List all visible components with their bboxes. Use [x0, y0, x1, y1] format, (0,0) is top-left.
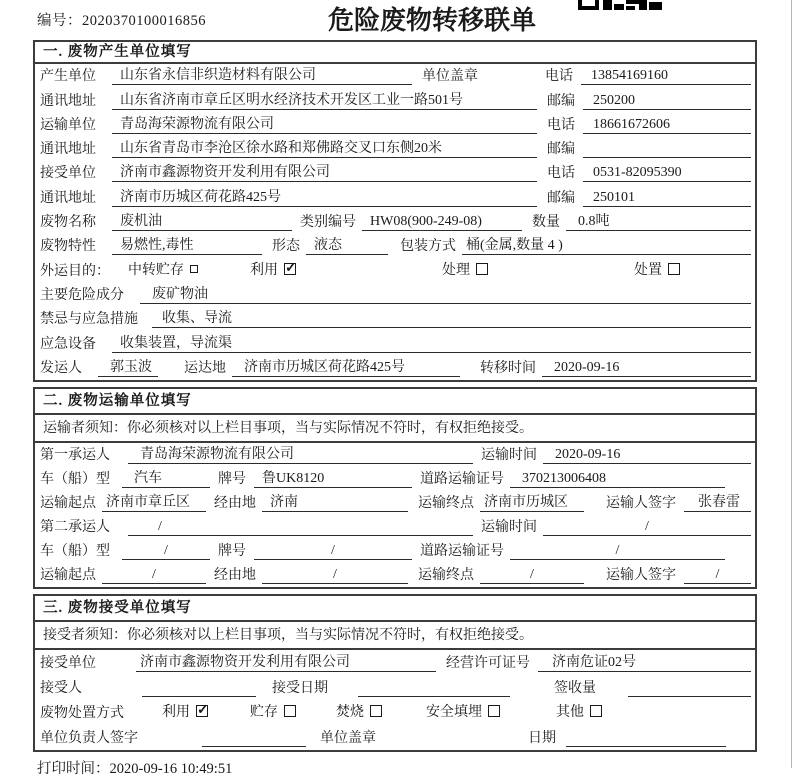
section-receiver [33, 594, 757, 752]
waste-property-label: 废物特性 [40, 239, 96, 255]
phone-label: 电话 [547, 117, 575, 133]
page-title: 危险废物转移联单 [328, 6, 537, 35]
row-producer-unit [35, 64, 755, 88]
taboo-measures-value: 收集、导流 [152, 310, 751, 328]
hazard-component-value: 废矿物油 [140, 286, 751, 304]
receiver-phone-value: 0531-82095390 [583, 164, 751, 182]
emergency-equipment-value: 收集装置，导流渠 [112, 335, 751, 353]
transfer-date-label: 转移时间 [480, 360, 536, 376]
second-origin-value: / [102, 566, 206, 584]
row-receiver-address [35, 185, 755, 209]
row-transport-unit [35, 113, 755, 137]
transport-phone-value: 18661672606 [583, 116, 751, 134]
chief-signature-label: 单位负责人签字 [40, 730, 138, 746]
row-taboo-measures [35, 307, 755, 331]
checkbox-dispose [668, 263, 680, 275]
serial-value: 2020370100016856 [82, 13, 206, 29]
disposal-option-store [250, 701, 296, 721]
destination-value: 济南市历城区荷花路425号 [232, 359, 460, 377]
row-disposal-method [35, 700, 755, 725]
form-value: 液态 [306, 237, 388, 255]
producer-unit-label: 产生单位 [40, 69, 96, 85]
disposal-incinerate-label: 焚烧 [336, 704, 364, 720]
row-accept-unit [35, 650, 755, 675]
vehicle-type-label: 车（船）型 [40, 471, 110, 487]
transport-zip-value [583, 141, 751, 158]
print-time-value: 2020-09-16 10:49:51 [109, 760, 233, 777]
acceptor-value [142, 680, 256, 697]
zip-label: 邮编 [547, 93, 575, 109]
section-producer [33, 40, 757, 382]
checkbox-disposal-other [590, 705, 602, 717]
signed-quantity-label: 签收量 [554, 680, 596, 696]
first-vehicle-type-value: 汽车 [122, 470, 210, 488]
row-receiver-unit [35, 161, 755, 185]
receiver-zip-value: 250101 [583, 189, 751, 207]
producer-unit-value: 山东省永信非织造材料有限公司 [112, 67, 412, 85]
accept-unit-value: 济南市鑫源物资开发利用有限公司 [136, 654, 436, 672]
row-producer-address [35, 88, 755, 112]
purpose-option-transfer-storage [128, 259, 198, 279]
shipper-label: 发运人 [40, 360, 82, 376]
serial-label: 编号： [37, 13, 82, 29]
purpose-option-treat [442, 259, 488, 279]
acceptor-label: 接受人 [40, 680, 82, 696]
row-waste-name [35, 210, 755, 234]
qr-code-fragment-icon [578, 0, 664, 10]
disposal-utilize-label: 利用 [162, 704, 190, 720]
row-hazard-component [35, 283, 755, 307]
transport-unit-value: 青岛海荣源物流有限公司 [112, 116, 537, 134]
print-time [37, 757, 796, 778]
receiver-unit-value: 济南市鑫源物资开发利用有限公司 [112, 164, 537, 182]
route-via-label: 经由地 [214, 567, 256, 583]
first-via-value: 济南 [262, 494, 408, 512]
purpose-option-utilize [250, 259, 296, 279]
permit-number-label: 经营许可证号 [446, 655, 530, 671]
first-carrier-label: 第一承运人 [40, 447, 110, 463]
row-second-route [35, 563, 755, 587]
disposal-option-utilize [162, 701, 208, 721]
transporter-notice: 运输者须知：你必须核对以上栏目事项，当与实际情况不符时，有权拒绝接受。 [35, 415, 755, 443]
address-label: 通讯地址 [40, 142, 96, 158]
row-first-vehicle [35, 467, 755, 491]
producer-phone-value: 13854169160 [581, 67, 751, 85]
transfer-date-value: 2020-09-16 [542, 359, 751, 377]
unit-stamp-label: 单位盖章 [320, 730, 376, 746]
second-via-value: / [262, 566, 408, 584]
category-code-label: 类别编号 [300, 215, 356, 231]
second-vehicle-type-value: / [122, 542, 210, 560]
row-transfer-purpose [35, 258, 755, 282]
route-via-label: 经由地 [214, 495, 256, 511]
first-terminal-value: 济南市历城区 [480, 494, 584, 512]
second-terminal-value: / [480, 566, 584, 584]
packing-label: 包装方式 [400, 239, 456, 255]
disposal-other-label: 其他 [556, 704, 584, 720]
second-carrier-time-value: / [543, 518, 751, 536]
row-second-vehicle [35, 539, 755, 563]
taboo-measures-label: 禁忌与应急措施 [40, 312, 138, 328]
chief-signature-value [202, 730, 306, 747]
second-carrier-signature-value: / [684, 566, 751, 584]
disposal-option-incinerate [336, 701, 382, 721]
second-plate-number-value: / [254, 542, 412, 560]
page-right-edge-line [791, 0, 792, 768]
carrier-signature-label: 运输人签字 [606, 567, 676, 583]
transport-time-label: 运输时间 [481, 519, 537, 535]
checkbox-treat [476, 263, 488, 275]
zip-label: 邮编 [547, 190, 575, 206]
accept-unit-label: 接受单位 [40, 655, 96, 671]
receiver-address-value: 济南市历城区荷花路425号 [112, 189, 537, 207]
purpose-dispose-label: 处置 [634, 262, 662, 278]
date-value [566, 730, 726, 747]
transport-time-label: 运输时间 [481, 447, 537, 463]
accept-date-value [358, 680, 510, 697]
row-shipper [35, 356, 755, 380]
second-road-permit-value: / [510, 542, 725, 560]
receiver-unit-label: 接受单位 [40, 166, 96, 182]
second-carrier-label: 第二承运人 [40, 519, 110, 535]
disposal-method-label: 废物处置方式 [40, 705, 124, 721]
plate-number-label: 牌号 [218, 543, 246, 559]
print-time-label: 打印时间： [37, 760, 110, 777]
packing-value: 桶(金属,数量 4 ) [462, 237, 751, 255]
checkbox-disposal-store [284, 705, 296, 717]
route-origin-label: 运输起点 [40, 495, 96, 511]
first-carrier-value: 青岛海荣源物流有限公司 [128, 446, 473, 464]
row-waste-property [35, 234, 755, 258]
category-code-value: HW08(900-249-08) [362, 213, 522, 231]
checkbox-utilize [284, 263, 296, 275]
emergency-equipment-label: 应急设备 [40, 336, 96, 352]
road-permit-label: 道路运输证号 [420, 471, 504, 487]
disposal-option-landfill [426, 701, 500, 721]
row-emergency-equipment [35, 331, 755, 355]
section-producer-heading: 一. 废物产生单位填写 [35, 42, 755, 64]
road-permit-label: 道路运输证号 [420, 543, 504, 559]
purpose-option-dispose [634, 259, 680, 279]
producer-zip-value: 250200 [583, 92, 751, 110]
first-road-permit-value: 370213006408 [510, 470, 725, 488]
receiver-notice: 接受者须知：你必须核对以上栏目事项，当与实际情况不符时，有权拒绝接受。 [35, 622, 755, 650]
route-terminal-label: 运输终点 [418, 495, 474, 511]
zip-label: 邮编 [547, 142, 575, 158]
row-chief-signature [35, 725, 755, 750]
first-carrier-signature-value: 张春雷 [684, 494, 751, 512]
carrier-signature-label: 运输人签字 [606, 495, 676, 511]
checkbox-transfer-storage [190, 265, 198, 273]
checkbox-disposal-incinerate [370, 705, 382, 717]
address-label: 通讯地址 [40, 190, 96, 206]
first-origin-value: 济南市章丘区 [102, 494, 206, 512]
disposal-store-label: 贮存 [250, 704, 278, 720]
document-header [0, 0, 796, 40]
quantity-value: 0.8吨 [566, 213, 751, 231]
producer-address-value: 山东省济南市章丘区明水经济技术开发区工业一路501号 [112, 92, 537, 110]
vehicle-type-label: 车（船）型 [40, 543, 110, 559]
waste-name-value: 废机油 [112, 213, 292, 231]
section-transporter [33, 387, 757, 589]
shipper-value: 郭玉波 [98, 359, 158, 377]
disposal-option-other [556, 701, 602, 721]
checkbox-disposal-landfill [488, 705, 500, 717]
first-carrier-time-value: 2020-09-16 [543, 446, 751, 464]
second-carrier-value: / [128, 518, 473, 536]
permit-number-value: 济南危证02号 [538, 654, 751, 672]
section-receiver-heading: 三. 废物接受单位填写 [35, 596, 755, 622]
section-transporter-heading: 二. 废物运输单位填写 [35, 389, 755, 415]
serial-number [37, 9, 206, 30]
phone-label: 电话 [545, 69, 573, 85]
transfer-purpose-label: 外运目的： [40, 263, 110, 279]
accept-date-label: 接受日期 [272, 680, 328, 696]
disposal-landfill-label: 安全填埋 [426, 704, 482, 720]
plate-number-label: 牌号 [218, 471, 246, 487]
transport-unit-label: 运输单位 [40, 117, 96, 133]
destination-label: 运达地 [184, 360, 226, 376]
quantity-label: 数量 [532, 215, 560, 231]
transport-address-value: 山东省青岛市李沧区徐水路和郑佛路交叉口东侧20米 [112, 140, 537, 158]
hazard-component-label: 主要危险成分 [40, 287, 124, 303]
phone-label: 电话 [547, 166, 575, 182]
row-acceptor [35, 675, 755, 700]
waste-name-label: 废物名称 [40, 215, 96, 231]
purpose-utilize-label: 利用 [250, 262, 278, 278]
row-first-route [35, 491, 755, 515]
row-second-carrier [35, 515, 755, 539]
row-first-carrier [35, 443, 755, 467]
route-origin-label: 运输起点 [40, 567, 96, 583]
row-transport-address [35, 137, 755, 161]
signed-quantity-value [628, 680, 751, 697]
date-label: 日期 [528, 730, 556, 746]
unit-stamp-label: 单位盖章 [422, 69, 478, 85]
checkbox-disposal-utilize [196, 705, 208, 717]
waste-property-value: 易燃性,毒性 [112, 237, 262, 255]
purpose-treat-label: 处理 [442, 262, 470, 278]
route-terminal-label: 运输终点 [418, 567, 474, 583]
purpose-transfer-storage-label: 中转贮存 [128, 262, 184, 278]
address-label: 通讯地址 [40, 93, 96, 109]
first-plate-number-value: 鲁UK8120 [254, 470, 412, 488]
form-label: 形态 [272, 239, 300, 255]
